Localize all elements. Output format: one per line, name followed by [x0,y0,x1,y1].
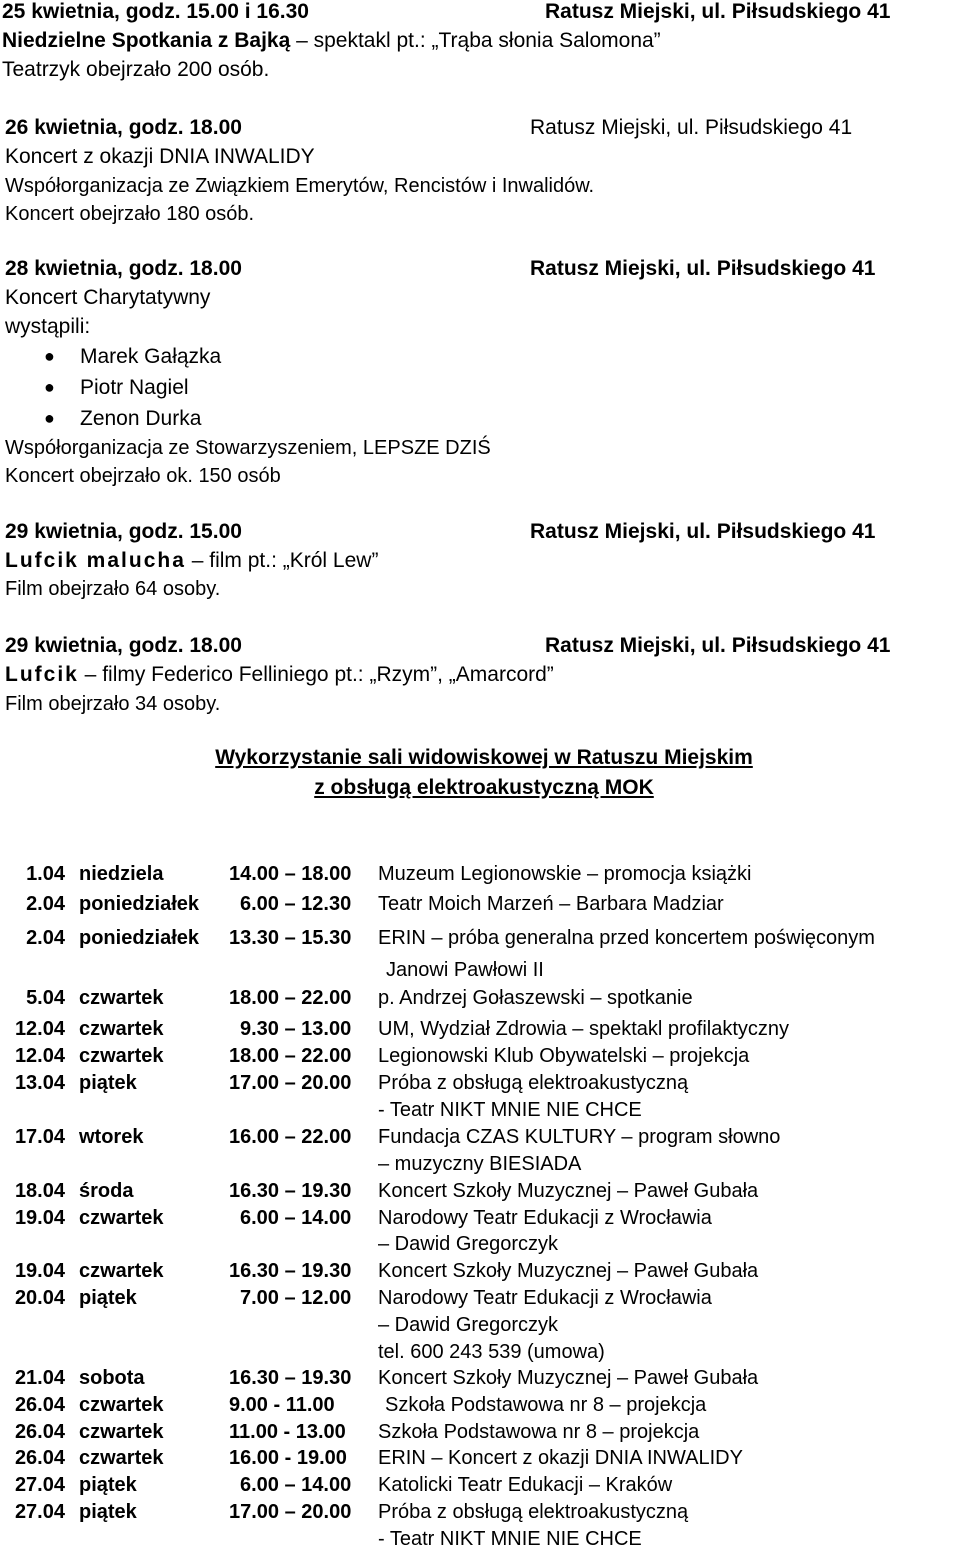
row-time: 18.00 – 22.00 [229,1045,352,1067]
row-day: czwartek [79,1447,164,1469]
row-day: piątek [79,1501,137,1523]
row-description: Narodowy Teatr Edukacji z Wrocławia [378,1207,712,1229]
row-time: 7.00 – 12.00 [240,1287,352,1309]
performer-3: Zenon Durka [80,407,202,430]
row-date: 26.04 [14,1421,65,1443]
schedule-row [0,1125,960,1151]
schedule-row-continuation [0,1098,960,1124]
schedule-row-continuation [0,1232,960,1258]
schedule-row-continuation [0,1340,960,1366]
row-day: poniedziałek [79,893,200,915]
row-day: czwartek [79,1018,164,1040]
event-2-note: Koncert obejrzało 180 osób. [5,203,255,225]
event-2-date: 26 kwietnia, godz. 18.00 [5,116,242,139]
event-1-date: 25 kwietnia, godz. 15.00 i 16.30 [2,0,309,23]
row-description: ERIN – próba generalna przed koncertem poświęconym [378,927,875,949]
event-4-place: Ratusz Miejski, ul. Piłsudskiego 41 [530,520,876,543]
row-description: Katolicki Teatr Edukacji – Kraków [378,1474,673,1496]
row-time: 16.30 – 19.30 [229,1180,352,1202]
event-4-title [5,549,378,573]
event-1-title [2,29,661,53]
row-time: 11.00 - 13.00 [229,1421,346,1443]
row-date: 2.04 [26,893,65,915]
row-description: Fundacja CZAS KULTURY – program słowno [378,1126,781,1148]
row-description: ERIN – Koncert z okazji DNIA INWALIDY [378,1447,743,1469]
row-description: UM, Wydział Zdrowia – spektakl profilaktyczny [378,1018,790,1040]
row-description: Szkoła Podstawowa nr 8 – projekcja [378,1421,700,1443]
schedule-row [0,1259,960,1285]
section-heading-line-2: z obsługą elektroakustyczną MOK [314,776,654,799]
row-time: 16.00 – 22.00 [229,1126,352,1148]
row-date: 12.04 [14,1045,65,1067]
row-date: 18.04 [14,1180,65,1202]
event-5-title [5,663,554,687]
row-time: 17.00 – 20.00 [229,1501,352,1523]
row-date: 21.04 [14,1367,65,1389]
event-4-series: Lufcik malucha [5,549,186,572]
event-1-note: Teatrzyk obejrzało 200 osób. [2,58,270,81]
schedule-row [0,1500,960,1526]
row-day: środa [79,1180,134,1202]
row-time: 9.30 – 13.00 [240,1018,352,1040]
event-2-place: Ratusz Miejski, ul. Piłsudskiego 41 [530,116,853,139]
schedule-row [0,1393,960,1419]
schedule-row [0,1206,960,1232]
event-3-title: Koncert Charytatywny [5,286,211,309]
event-4-date: 29 kwietnia, godz. 15.00 [5,520,242,543]
row-time: 18.00 – 22.00 [229,987,352,1009]
row-date: 26.04 [14,1447,65,1469]
event-3-date: 28 kwietnia, godz. 18.00 [5,257,242,280]
event-5-note: Film obejrzało 34 osoby. [5,693,221,715]
row-day: wtorek [79,1126,144,1148]
row-day: niedziela [79,863,164,885]
schedule-row [0,1366,960,1392]
event-3-coorg: Współorganizacja ze Stowarzyszeniem, LEPSZE DZIŚ [5,437,491,459]
schedule-row [0,986,960,1012]
row-time: 13.30 – 15.30 [229,927,352,949]
row-date: 26.04 [14,1394,65,1416]
row-day: czwartek [79,987,164,1009]
row-date: 1.04 [26,863,65,885]
row-day: czwartek [79,1045,164,1067]
row-date: 19.04 [14,1260,65,1282]
bullet-icon: ● [44,377,55,397]
performer-2: Piotr Nagiel [80,376,189,399]
row-description: Narodowy Teatr Edukacji z Wrocławia [378,1287,712,1309]
row-description: p. Andrzej Gołaszewski – spotkanie [378,987,693,1009]
bullet-icon: ● [44,346,55,366]
schedule-row-continuation [0,1313,960,1339]
event-4-note: Film obejrzało 64 osoby. [5,578,221,600]
schedule-row [0,892,960,918]
event-5-series: Lufcik [5,663,79,686]
row-description-cont: – muzyczny BIESIADA [378,1153,582,1175]
row-time: 6.00 – 14.00 [240,1474,352,1496]
row-description: Koncert Szkoły Muzycznej – Paweł Gubała [378,1367,759,1389]
row-date: 27.04 [14,1501,65,1523]
row-description: Próba z obsługą elektroakustyczną [378,1072,689,1094]
row-description: Koncert Szkoły Muzycznej – Paweł Gubała [378,1180,759,1202]
row-description-cont: – Dawid Gregorczyk [378,1233,559,1255]
row-time: 16.30 – 19.30 [229,1260,352,1282]
row-day: czwartek [79,1207,164,1229]
schedule-row [0,1446,960,1472]
event-2-title: Koncert z okazji DNIA INWALIDY [5,145,315,168]
row-description-cont: tel. 600 243 539 (umowa) [378,1341,605,1363]
schedule-row [0,1017,960,1043]
row-time: 6.00 – 14.00 [240,1207,352,1229]
row-date: 2.04 [26,927,65,949]
row-date: 17.04 [14,1126,65,1148]
row-time: 16.00 - 19.00 [229,1447,347,1469]
row-date: 20.04 [14,1287,65,1309]
row-time: 17.00 – 20.00 [229,1072,352,1094]
bullet-icon: ● [44,408,55,428]
schedule-row-continuation [0,1152,960,1178]
schedule-row [0,862,960,888]
row-description: Szkoła Podstawowa nr 8 – projekcja [385,1394,707,1416]
row-date: 27.04 [14,1474,65,1496]
event-1-series: Niedzielne Spotkania z Bajką [2,29,291,52]
section-heading-line-1: Wykorzystanie sali widowiskowej w Ratuszu Miejskim [215,746,753,769]
schedule-row [0,1071,960,1097]
event-3-place: Ratusz Miejski, ul. Piłsudskiego 41 [530,257,876,280]
row-day: sobota [79,1367,145,1389]
row-day: czwartek [79,1260,164,1282]
event-4-title-rest: – film pt.: „Król Lew” [185,549,379,572]
schedule-row-continuation [0,1527,960,1553]
row-description-cont: - Teatr NIKT MNIE NIE CHCE [378,1528,642,1550]
row-description: Teatr Moich Marzeń – Barbara Madziar [378,893,724,915]
schedule-row-continuation [0,958,960,984]
schedule-row [0,1286,960,1312]
row-day: czwartek [79,1421,164,1443]
row-description: Próba z obsługą elektroakustyczną [378,1501,689,1523]
row-description: Muzeum Legionowskie – promocja książki [378,863,752,885]
event-1-title-rest: – spektakl pt.: „Trąba słonia Salomona” [290,29,661,52]
event-3-sub: wystąpili: [5,315,91,338]
schedule-row [0,1473,960,1499]
row-time: 9.00 - 11.00 [229,1394,335,1416]
row-day: piątek [79,1072,137,1094]
row-description-cont: - Teatr NIKT MNIE NIE CHCE [378,1099,642,1121]
row-description-cont: Janowi Pawłowi II [386,959,544,981]
event-2-coorg: Współorganizacja ze Związkiem Emerytów, Rencistów i Inwalidów. [5,175,595,197]
row-day: czwartek [79,1394,164,1416]
row-time: 6.00 – 12.30 [240,893,352,915]
event-5-title-rest: – filmy Federico Felliniego pt.: „Rzym”, „Amarcord” [78,663,554,686]
row-date: 5.04 [26,987,65,1009]
row-description-cont: – Dawid Gregorczyk [378,1314,559,1336]
row-day: piątek [79,1287,137,1309]
row-date: 19.04 [14,1207,65,1229]
row-time: 14.00 – 18.00 [229,863,352,885]
row-day: poniedziałek [79,927,200,949]
row-description: Legionowski Klub Obywatelski – projekcja [378,1045,750,1067]
row-date: 12.04 [14,1018,65,1040]
schedule-row [0,1179,960,1205]
schedule-row [0,1420,960,1446]
row-description: Koncert Szkoły Muzycznej – Paweł Gubała [378,1260,759,1282]
schedule-row [0,1044,960,1070]
row-date: 13.04 [14,1072,65,1094]
event-3-note: Koncert obejrzało ok. 150 osób [5,465,281,487]
event-5-date: 29 kwietnia, godz. 18.00 [5,634,242,657]
row-time: 16.30 – 19.30 [229,1367,352,1389]
row-day: piątek [79,1474,137,1496]
event-5-place: Ratusz Miejski, ul. Piłsudskiego 41 [545,634,891,657]
performer-1: Marek Gałązka [80,345,222,368]
event-1-place: Ratusz Miejski, ul. Piłsudskiego 41 [545,0,891,23]
schedule-row [0,926,960,952]
